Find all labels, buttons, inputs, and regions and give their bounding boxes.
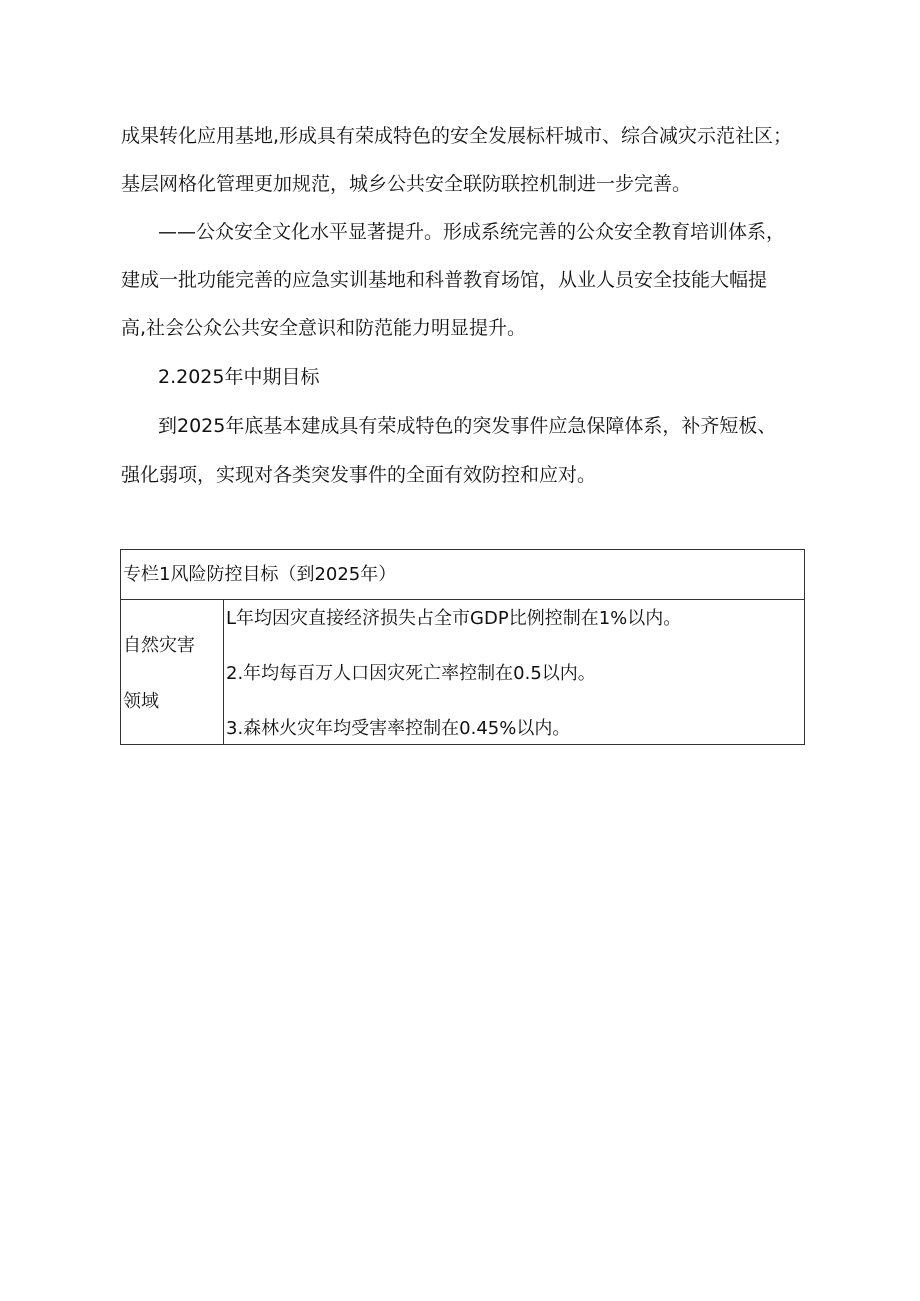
paragraph-line: ——公众安全文化水平显著提升。形成系统完善的公众安全教育培训体系， bbox=[158, 221, 786, 243]
paragraph-line: 建成一批功能完善的应急实训基地和科普教育场馆，从业人员安全技能大幅提 bbox=[121, 269, 768, 291]
paragraph-line: 到2025年底基本建成具有荣成特色的突发事件应急保障体系，补齐短板、 bbox=[158, 415, 777, 437]
paragraph-line: 强化弱项，实现对各类突发事件的全面有效防控和应对。 bbox=[121, 464, 597, 486]
feature-box-title: 专栏1风险防控目标（到2025年） bbox=[121, 550, 804, 600]
paragraph-line: 高,社会公众公共安全意识和防范能力明显提升。 bbox=[121, 317, 527, 339]
target-item: 2.年均每百万人口因灾死亡率控制在0.5以内。 bbox=[226, 663, 596, 684]
feature-box bbox=[120, 549, 805, 745]
category-label: 领域 bbox=[123, 691, 159, 712]
target-item: 3.森林火灾年均受害率控制在0.45%以内。 bbox=[226, 718, 571, 739]
paragraph-line: 基层网格化管理更加规范，城乡公共安全联防联控机制进一步完善。 bbox=[121, 173, 692, 195]
paragraph-line: 成果转化应用基地,形成具有荣成特色的安全发展标杆城市、综合减灾示范社区； bbox=[121, 125, 793, 147]
section-heading: 2.2025年中期目标 bbox=[158, 366, 320, 388]
target-item: L年均因灾直接经济损失占全市GDP比例控制在1%以内。 bbox=[226, 608, 682, 629]
category-label: 自然灾害 bbox=[123, 635, 195, 656]
feature-box-category-cell bbox=[121, 600, 224, 745]
